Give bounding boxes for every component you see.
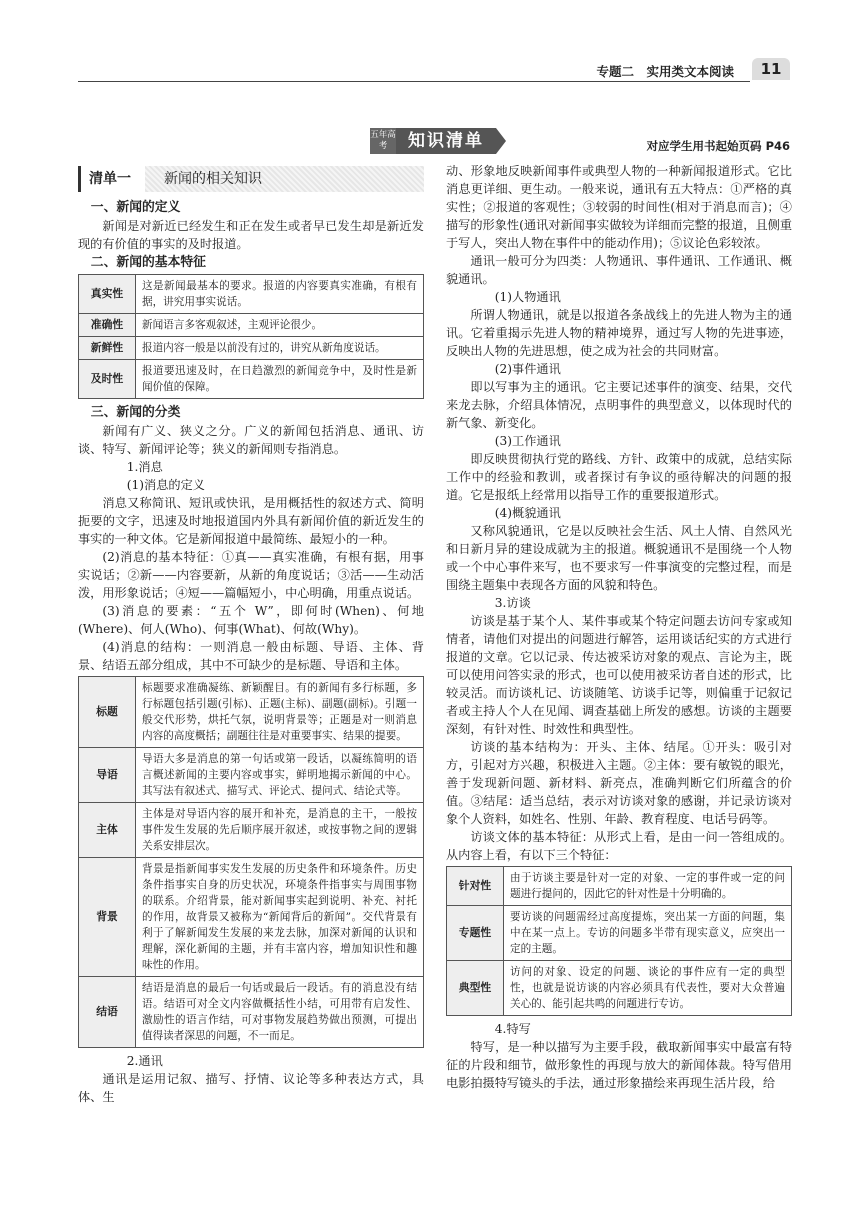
subheading: (2)事件通讯 (494, 362, 561, 376)
paragraph: 通讯一般可分为四类：人物通讯、事件通讯、工作通讯、概貌通讯。 (446, 254, 792, 286)
table-key: 及时性 (79, 360, 136, 399)
subheading: 4.特写 (494, 1022, 531, 1036)
table-key: 真实性 (79, 275, 136, 314)
table-key: 典型性 (447, 961, 504, 1016)
paragraph: 访谈文体的基本特征：从形式上看，是由一问一答组成的。从内容上看，有以下三个特征： (446, 830, 792, 862)
paragraph: 即反映贯彻执行党的路线、方针、政策中的成就，总结实际工作中的经验和教训，或者探讨有争议的亟待解决的问题的报道。它是报纸上经常用以指导工作的重要报道形式。 (446, 452, 792, 502)
left-column (78, 166, 424, 1106)
table-key: 针对性 (447, 867, 504, 906)
section-title: 新闻的相关知识 (164, 171, 262, 187)
section-banner (370, 128, 506, 154)
page-reference: 对应学生用书起始页码 P46 (646, 139, 790, 153)
table-key: 导语 (79, 748, 136, 803)
paragraph: 访谈是基于某个人、某件事或某个特定问题去访问专家或知情者，请他们对提出的问题进行解答，运用谈话纪实的方式进行报道的文章。它以记录、传达被采访对象的观点、言论为主，既可以使用问答实录的形式，也可以使用被采访者自述的形式，比较灵活。而访谈札记、访谈随笔、访谈手记等，则偏重于记叙记者或主持人个人在见闻、调查基础上所发的感想。访谈的主题要深刻，有针对性、时效性和典型性。 (446, 614, 792, 736)
paragraph: 通讯是运用记叙、描写、抒情、议论等多种表达方式，具体、生 (78, 1072, 424, 1104)
table-key: 标题 (79, 677, 136, 748)
subheading: 2.通讯 (126, 1054, 163, 1068)
paragraph: 新闻是对新近已经发生和正在发生或者早已发生却是新近发现的有价值的事实的及时报道。 (78, 219, 424, 251)
page-number: 11 (752, 58, 790, 80)
paragraph: 动、形象地反映新闻事件或典型人物的一种新闻报道形式。它比消息更详细、更生动。一般来说，通讯有五大特点：①严格的真实性；②报道的客观性；③较弱的时间性(相对于消息而言)；④描写的形象性(通讯对新闻事实做较为详细而完整的报道，且侧重于写人，突出人物在事件中的能动作用)；⑤议论色彩较浓。 (446, 164, 793, 250)
running-title: 专题二 实用类文本阅读 (596, 64, 734, 79)
table-row (79, 748, 424, 803)
table-row (79, 275, 424, 314)
page-header (78, 58, 790, 82)
table-row (79, 858, 424, 977)
banner-title: 知识清单 (396, 128, 496, 154)
table-value: 结语是消息的最后一句话或最后一段话。有的消息没有结语。结语可对全文内容做概括性小结，可用带有启发性、激励性的语言作结，可对事物发展趋势做出预测，可提出值得读者深思的问题，不一而足。 (136, 977, 424, 1048)
subheading: (4)概貌通讯 (494, 506, 561, 520)
table-row (79, 314, 424, 337)
subheading: (1)消息的定义 (126, 478, 205, 492)
table-row (447, 961, 792, 1016)
traits-table (446, 866, 792, 1016)
paragraph: 特写，是一种以描写为主要手段，截取新闻事实中最富有特征的片段和细节，做形象性的再现与放大的新闻体裁。特写借用电影拍摄特写镜头的手法，通过形象描绘来再现生活片段，给 (446, 1040, 792, 1090)
header-rule (78, 81, 750, 82)
table-value: 新闻语言多客观叙述，主观评论很少。 (136, 314, 424, 337)
paragraph: (4)消息的结构：一则消息一般由标题、导语、主体、背景、结语五部分组成，其中不可缺少的是标题、导语和主体。 (78, 640, 424, 672)
heading-features: 二、新闻的基本特征 (90, 255, 206, 270)
table-row (79, 677, 424, 748)
heading-classification: 三、新闻的分类 (90, 405, 181, 420)
table-row (447, 906, 792, 961)
table-value: 由于访谈主要是针对一定的对象、一定的事件或一定的问题进行提问的，因此它的针对性是十分明确的。 (504, 867, 792, 906)
table-value: 标题要求准确凝练、新颖醒目。有的新闻有多行标题，多行标题包括引题(引标)、正题(主标)、副题(副标)。引题一般交代形势，烘托气氛，说明背景等；正题是对一则消息内容的高度概括；副题往往是对重要事实、结果的提要。 (136, 677, 424, 748)
section-heading-bar (78, 166, 424, 192)
table-key: 背景 (79, 858, 136, 977)
table-row (447, 867, 792, 906)
structure-table (78, 676, 424, 1048)
banner-arrow-icon (496, 128, 506, 154)
paragraph: 即以写事为主的通讯。它主要记述事件的演变、结果，交代来龙去脉，介绍具体情况，点明事件的典型意义，以体现时代的新气象、新变化。 (446, 380, 792, 430)
table-key: 准确性 (79, 314, 136, 337)
table-value: 主体是对导语内容的展开和补充，是消息的主干，一般按事件发生发展的先后顺序展开叙述，或按事物之间的逻辑关系安排层次。 (136, 803, 424, 858)
subheading: 1.消息 (126, 460, 163, 474)
table-value: 导语大多是消息的第一句话或第一段话，以凝练简明的语言概述新闻的主要内容或事实，鲜明地揭示新闻的中心。其写法有叙述式、描写式、评论式、提问式、结论式等。 (136, 748, 424, 803)
paragraph: 消息又称简讯、短讯或快讯，是用概括性的叙述方式、简明扼要的文字，迅速及时地报道国内外具有新闻价值的新近发生的事实的一种文体。它是新闻报道中最简练、最短小的一种。 (78, 496, 424, 546)
paragraph: (3)消息的要素：“五个 W”，即何时(When)、何地(Where)、何人(Who)、何事(What)、何故(Why)。 (78, 604, 424, 636)
table-row (79, 803, 424, 858)
paragraph: 新闻有广义、狭义之分。广义的新闻包括消息、通讯、访谈、特写、新闻评论等；狭义的新闻则专指消息。 (78, 424, 424, 456)
table-row (79, 360, 424, 399)
table-value: 报道内容一般是以前没有过的，讲究从新角度说话。 (136, 337, 424, 360)
table-value: 报道要迅速及时，在日趋激烈的新闻竞争中，及时性是新闻价值的保障。 (136, 360, 424, 399)
paragraph: 所谓人物通讯，就是以报道各条战线上的先进人物为主的通讯。它着重揭示先进人物的精神境界，通过写人物的先进事迹，反映出人物的先进思想，使之成为社会的共同财富。 (446, 308, 792, 358)
table-row (79, 337, 424, 360)
right-column (446, 162, 792, 1092)
table-value: 背景是指新闻事实发生发展的历史条件和环境条件。历史条件指事实自身的历史状况，环境条件指事实与周围事物的联系。介绍背景，能对新闻事实起到说明、补充、衬托的作用，故背景又被称为“新闻背后的新闻”。交代背景有利于了解新闻发生发展的来龙去脉，加深对新闻的认识和理解，深化新闻的主题，并有丰富内容，增加知识性和趣味性的作用。 (136, 858, 424, 977)
paragraph: (2)消息的基本特征：①真——真实准确，有根有据，用事实说话；②新——内容要新，从新的角度说话；③活——生动活泼，用形象说话；④短——篇幅短小，中心明确，用重点说话。 (78, 550, 424, 600)
table-key: 专题性 (447, 906, 504, 961)
subheading: (3)工作通讯 (494, 434, 561, 448)
banner-small-label: 五年高考 (370, 128, 396, 154)
subheading: 3.访谈 (494, 596, 531, 610)
features-table (78, 274, 424, 399)
table-value: 这是新闻最基本的要求。报道的内容要真实准确，有根有据，讲究用事实说话。 (136, 275, 424, 314)
paragraph: 访谈的基本结构为：开头、主体、结尾。①开头：吸引对方，引起对方兴趣，积极进入主题。②主体：要有敏锐的眼光，善于发现新问题、新材料、新亮点，准确判断它们所蕴含的价值。③结尾：适当总结，表示对访谈对象的感谢，并记录访谈对象个人资料，如姓名、性别、年龄、教育程度、电话号码等。 (446, 740, 792, 826)
table-value: 访问的对象、设定的问题、谈论的事件应有一定的典型性，也就是说访谈的内容必须具有代表性，要对大众普遍关心的、能引起共鸣的问题进行专访。 (504, 961, 792, 1016)
table-key: 结语 (79, 977, 136, 1048)
table-key: 新鲜性 (79, 337, 136, 360)
table-key: 主体 (79, 803, 136, 858)
paragraph: 又称风貌通讯，它是以反映社会生活、风土人情、自然风光和日新月异的建设成就为主的报道。概貌通讯不是围绕一个人物或一个中心事件来写，也不要求写一件事演变的完整过程，而是围绕主题集中表现各方面的风貌和特色。 (446, 524, 792, 592)
table-value: 要访谈的问题需经过高度提炼，突出某一方面的问题，集中在某一点上。专访的问题多半带有现实意义，应突出一定的主题。 (504, 906, 792, 961)
heading-definition: 一、新闻的定义 (90, 200, 181, 215)
subheading: (1)人物通讯 (494, 290, 561, 304)
section-label: 清单一 (78, 166, 145, 192)
table-row (79, 977, 424, 1048)
